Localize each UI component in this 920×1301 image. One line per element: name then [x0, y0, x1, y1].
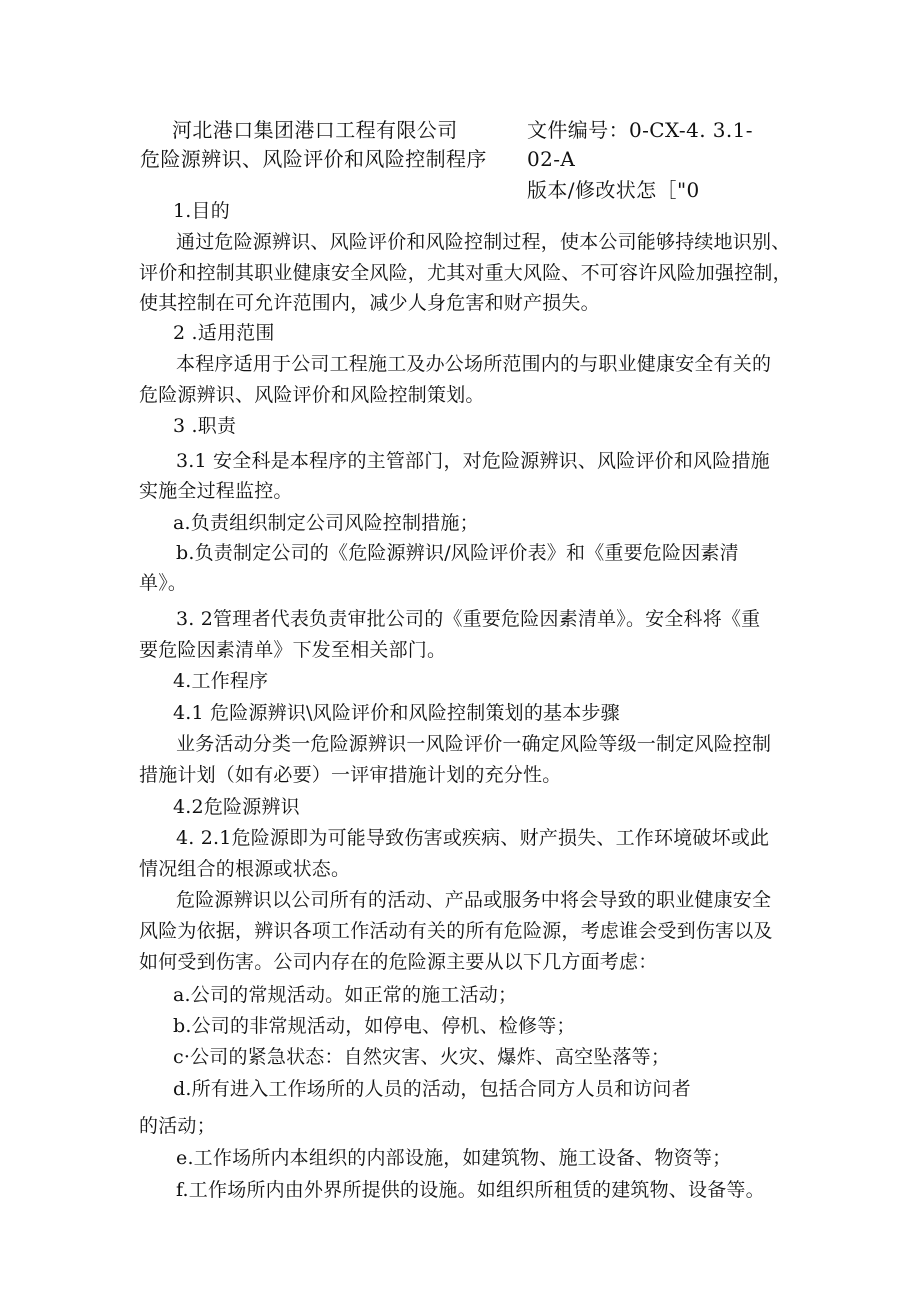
section-3-1-text: 实施全过程监控。	[139, 480, 293, 502]
list-item: a.公司的常规活动。如正常的施工活动；	[173, 984, 518, 1006]
section-4-2-title: 4.2危险源辨识	[173, 796, 300, 818]
section-3-2-text: 要危险因素清单》下发至相关部门。	[139, 639, 447, 661]
section-1-text: 通过危险源辨识、风险评价和风险控制过程，使本公司能够持续地识别、	[176, 231, 791, 253]
section-3-title: 3 .职责	[173, 415, 237, 437]
list-item: b.负责制定公司的《危险源辨识/风险评价表》和《重要危险因素清	[176, 542, 739, 564]
section-1-title: 1.目的	[173, 200, 230, 222]
list-item: f.工作场所内由外界所提供的设施。如组织所租赁的建筑物、设备等。	[176, 1179, 765, 1201]
version-status: 版本/修改状怎［"0	[527, 178, 700, 202]
file-number-line1: 文件编号：0-CX-4. 3.1-	[527, 118, 753, 142]
section-4-1-title: 4.1 危险源辨识\风险评价和风险控制策划的基本步骤	[173, 702, 620, 724]
section-2-text: 危险源辨识、风险评价和风险控制策划。	[139, 384, 485, 406]
section-1-text: 使其控制在可允许范围内，减少人身危害和财产损失。	[139, 292, 600, 314]
list-item: 单》。	[139, 572, 188, 594]
section-3-2-text: 3. 2管理者代表负责审批公司的《重要危险因素清单》。安全科将《重	[176, 608, 761, 630]
list-item: e.工作场所内本组织的内部设施，如建筑物、施工设备、物资等；	[176, 1147, 732, 1169]
file-number-line2: 02-A	[527, 147, 576, 171]
section-4-2-1-text: 危险源辨识以公司所有的活动、产品或服务中将会导致的职业健康安全	[176, 889, 772, 911]
section-4-2-1-text: 风险为依据，辨识各项工作活动有关的所有危险源，考虑谁会受到伤害以及	[139, 920, 773, 942]
section-2-text: 本程序适用于公司工程施工及办公场所范围内的与职业健康安全有关的	[176, 353, 772, 375]
list-item: b.公司的非常规活动，如停电、停机、检修等；	[173, 1015, 576, 1037]
section-3-1-text: 3.1 安全科是本程序的主管部门，对危险源辨识、风险评价和风险措施	[176, 450, 770, 472]
section-2-title: 2 .适用范围	[173, 322, 275, 344]
list-item: d.所有进入工作场所的人员的活动，包括合同方人员和访问者	[173, 1078, 691, 1100]
list-item: c·公司的紧急状态：自然灾害、火灾、爆炸、高空坠落等；	[173, 1046, 671, 1068]
section-4-1-text: 措施计划（如有必要）一评审措施计划的充分性。	[139, 764, 562, 786]
section-4-2-1-text: 4. 2.1危险源即为可能导致伤害或疾病、财产损失、工作环境破坏或此	[176, 827, 770, 849]
section-4-title: 4.工作程序	[173, 670, 269, 692]
list-item: a.负责组织制定公司风险控制措施；	[173, 512, 479, 534]
company-name: 河北港口集团港口工程有限公司	[172, 118, 458, 142]
document-title: 危险源辨识、风险评价和风险控制程序	[140, 147, 487, 171]
list-item: 的活动；	[139, 1115, 216, 1137]
section-4-2-1-text: 情况组合的根源或状态。	[139, 858, 351, 880]
section-1-text: 评价和控制其职业健康安全风险，尤其对重大风险、不可容许风险加强控制，	[139, 262, 792, 284]
section-4-1-text: 业务活动分类一危险源辨识一风险评价一确定风险等级一制定风险控制	[176, 733, 772, 755]
section-4-2-1-text: 如何受到伤害。公司内存在的危险源主要从以下几方面考虑：	[139, 951, 658, 973]
